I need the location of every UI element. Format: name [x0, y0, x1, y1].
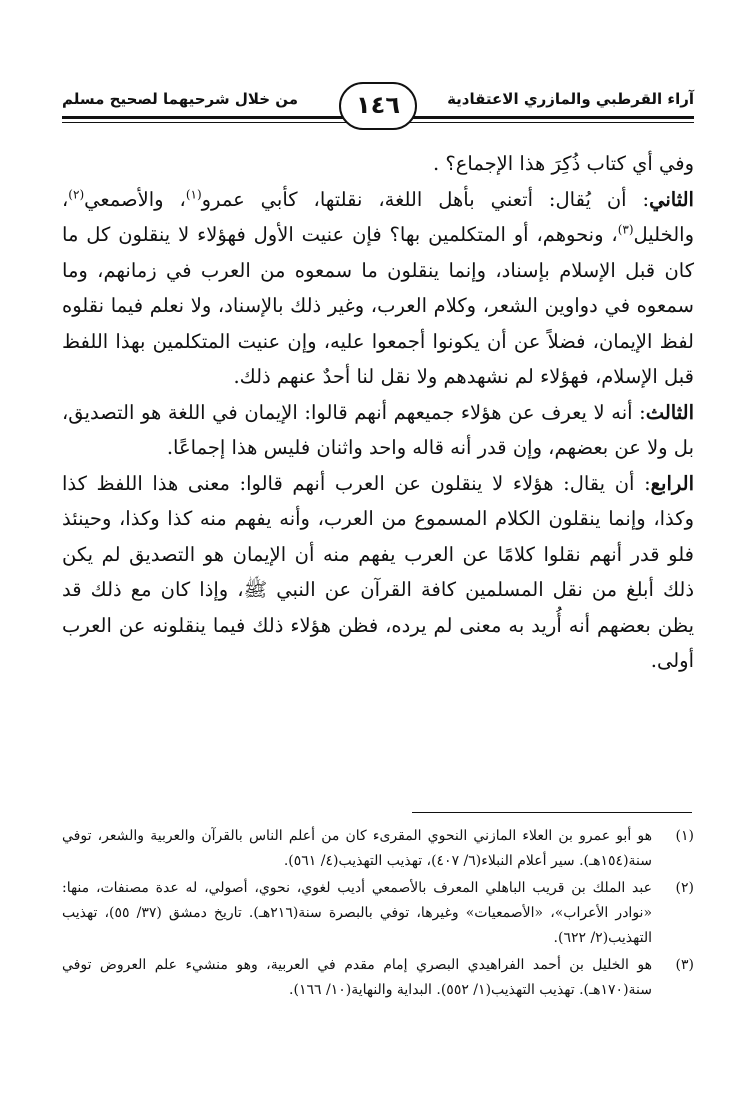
paragraph-second-lead: الثاني	[649, 187, 694, 211]
footnote-3-number: (٣)	[675, 957, 694, 973]
paragraph-fourth	[62, 466, 694, 679]
footnotes	[62, 824, 694, 1005]
main-text	[62, 146, 694, 679]
footnote-1-number: (١)	[675, 828, 694, 844]
header-book-title: آراء القرطبي والمازري الاعتقادية	[447, 90, 694, 108]
footnote-1-text: هو أبو عمرو بن العلاء المازني النحوي المقرىء كان من أعلم الناس بالقرآن والعربية والشعر، توفي سنة(١٥٤هـ). سير أعلام النبلاء(٦/ ٤٠٧)، تهذيب التهذيب(٤/ ٥٦١).	[62, 828, 652, 869]
paragraph-fourth-lead: الرابع	[650, 471, 694, 495]
paragraph-intro	[62, 146, 694, 182]
paragraph-second-text-c: ، والخليل	[62, 187, 694, 246]
paragraph-second	[62, 182, 694, 395]
footnote-ref-2[interactable]: (٢)	[68, 187, 85, 201]
footnote-separator	[412, 812, 692, 813]
paragraph-third	[62, 395, 694, 466]
page-number: ١٤٦	[339, 82, 417, 130]
footnote-2-number: (٢)	[675, 880, 694, 896]
footnote-ref-3[interactable]: (٣)	[617, 222, 634, 237]
paragraph-intro-text: وفي أي كتاب ذُكِرَ هذا الإجماع؟ .	[433, 152, 694, 175]
paragraph-second-text-a: : أن يُقال: أتعني بأهل اللغة، نقلتها، كأبي عمرو	[201, 187, 650, 211]
paragraph-second-text-b: ، والأصمعي	[84, 187, 186, 211]
footnote-1	[62, 824, 694, 874]
footnote-2-text: عبد الملك بن قريب الباهلي المعرف بالأصمعي أديب لغوي، نحوي، أصولي، له عدة مصنفات، منها: «نوادر الأعراب»، «الأصمعيات» وغيرها، توفي بالبصرة سنة(٢١٦هـ). تاريخ دمشق (٣٧/ ٥٥)، تهذيب التهذيب(٢/ ٦٢٢).	[62, 880, 653, 946]
paragraph-third-lead: الثالث	[645, 400, 694, 424]
footnote-2	[62, 876, 694, 951]
paragraph-fourth-text: : أن يقال: هؤلاء لا ينقلون عن العرب أنهم قالوا: معنى هذا اللفظ كذا وكذا، وإنما ينقلون الكلام المسموع من العرب، وأنه يفهم منه كذا وكذا، وحينئذ فلو قدر أنهم نقلوا كلامًا عن العرب يفهم منه أن الإيمان هو التصديق لم يكن ذلك أبلغ من نقل المسلمين كافة القرآن عن النبي ﷺ، وإذا كان مع ذلك قد يظن بعضهم أنه أُريد به معنى لم يرده، فظن هؤلاء ذلك فيما ينقلونه عن العرب أولى.	[62, 471, 695, 672]
footnote-3-text: هو الخليل بن أحمد الفراهيدي البصري إمام مقدم في العربية، وهو منشيء علم العروض توفي سنة(١٧٠هـ). تهذيب التهذيب(١/ ٥٥٢). البداية والنهاية(١٠/ ١٦٦).	[62, 957, 652, 998]
paragraph-third-text: : أنه لا يعرف عن هؤلاء جميعهم أنهم قالوا: الإيمان في اللغة هو التصديق، بل ولا عن بعضهم، وإن قدر أنه قاله واحد واثنان فليس هذا إجماعًا.	[62, 400, 694, 459]
running-header	[62, 82, 694, 126]
header-subtitle: من خلال شرحيهما لصحيح مسلم	[62, 90, 299, 108]
footnote-3	[62, 953, 694, 1003]
paragraph-second-text-d: ، ونحوهم، أو المتكلمين بها؟ فإن عنيت الأول فهؤلاء لا ينقلون كل ما كان قبل الإسلام بإسناد، وإنما ينقلون ما سمعوه من العرب في زمانهم، وما سمعوه في دواوين الشعر، وكلام العرب، وغير ذلك بالإسناد، ولا نعلم فيما نقلوه لفظ الإيمان، فضلاً عن أن يكونوا أجمعوا عليه، وإن عنيت المتكلمين بهذا اللفظ قبل الإسلام، فهؤلاء لم نشهدهم ولا نقل لنا أحدٌ عنهم ذلك.	[62, 223, 694, 388]
footnote-ref-1[interactable]: (١)	[185, 187, 202, 201]
